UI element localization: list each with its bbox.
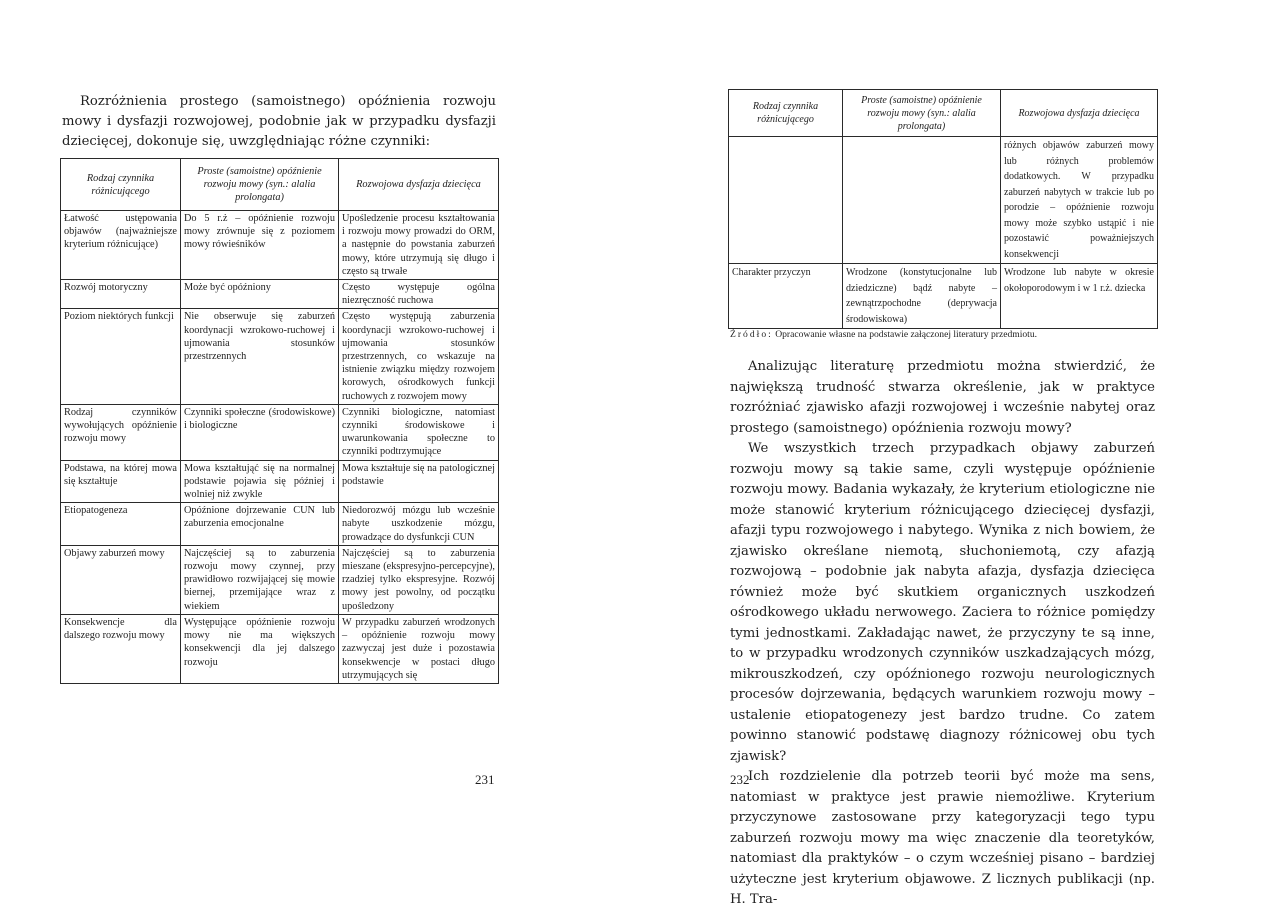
table-row (61, 404, 499, 460)
table-row (61, 309, 499, 404)
table-cell: Do 5 r.ż – opóźnienie rozwoju mowy zrównuje się z poziomem mowy rówieśników (181, 211, 339, 280)
right-page (660, 0, 1263, 907)
table-cell (729, 137, 843, 264)
page-number: 231 (475, 772, 495, 787)
table-cell: Opóźnione dojrzewanie CUN lub zaburzenia emocjonalne (181, 503, 339, 546)
table-cell: Czynniki biologiczne, natomiast czynniki środowiskowe i uwarunkowania społeczne to czynniki podtrzymujące (339, 404, 499, 460)
table-cell: Występujące opóźnienie rozwoju mowy nie ma większych konsekwencji dla jej dalszego rozwoju (181, 614, 339, 683)
comparison-table-continued (728, 89, 1158, 329)
table-header-factor: Rodzaj czynnika różnicującego (729, 90, 843, 137)
intro-paragraph: Rozróżnienia prostego (samoistnego) opóźnienia rozwoju mowy i dysfazji rozwojowej, podobnie jak w przypadku dysfazji dziecięcej, dokonuje się, uwzględniając różne czynniki: (62, 94, 496, 149)
table-cell: Najczęściej są to zaburzenia rozwoju mowy czynnej, przy prawidłowo rozwijającej się mowie biernej, przemijające wraz z wiekiem (181, 545, 339, 614)
table-cell: W przypadku zaburzeń wrodzonych – opóźnienie rozwoju mowy zazwyczaj jest duże i pozostawia konsekwencje w postaci długo utrzymujących się (339, 614, 499, 683)
table-cell: Łatwość ustępowania objawów (najważniejsze kryterium różnicujące) (61, 211, 181, 280)
table-header-dysphasia: Rozwojowa dysfazja dziecięca (1001, 90, 1158, 137)
table-header-simple-delay: Proste (samoistne) opóźnienie rozwoju mowy (syn.: alalia prolongata) (843, 90, 1001, 137)
table-cell: Nie obserwuje się zaburzeń koordynacji wzrokowo-ruchowej i ujmowania stosunków przestrzennych (181, 309, 339, 404)
paragraph: We wszystkich trzech przypadkach objawy zaburzeń rozwoju mowy są takie same, czyli występuje opóźnienie rozwoju mowy. Badania wykazały, że kryterium etiologiczne nie może stanowić kryterium różnicującego dziecięcej dysfazji, afazji typu rozwojowego i nabytego. Wynika z nich bowiem, że zjawisko określane niemotą, słuchoniemotą, czy afazją rozwojową – podobnie jak nabyta afazja, dysfazja dziecięca również może być skutkiem organicznych uszkodzeń ośrodkowego układu nerwowego. Zaciera to różnice pomiędzy tymi jednostkami. Zakładając nawet, że przyczyny te są inne, to w przypadku wrodzonych czynników uszkadzających mózg, mikrouszkodzeń, czy opóźnionego rozwoju neurologicznych procesów dojrzewania, będących warunkiem rozwoju mowy – ustalenie etiopatogenezy jest bardzo trudne. Co zatem powinno stanowić podstawę diagnozy różnicowej obu tych zjawisk? (730, 441, 1155, 764)
table-row (61, 614, 499, 683)
page-number: 232 (730, 772, 750, 787)
left-page (0, 0, 560, 893)
table-cell: Najczęściej są to zaburzenia mieszane (ekspresyjno-percepcyjne), rzadziej tylko ekspresyjne. Rozwój mowy jest powolny, od początku upośledzony (339, 545, 499, 614)
table-cell: Poziom niektórych funkcji (61, 309, 181, 404)
table-cell: Mowa kształtuje się na patologicznej podstawie (339, 460, 499, 503)
table-cell: Rozwój motoryczny (61, 280, 181, 309)
table-cell: Wrodzone lub nabyte w okresie okołoporodowym i w 1 r.ż. dziecka (1001, 264, 1158, 329)
table-cell: Często występują zaburzenia koordynacji wzrokowo-ruchowej i ujmowania stosunków przestrzennych, co wskazuje na istnienie związku między rozwojem korowych, ośrodkowych funkcji ruchowych z rozwojem mowy (339, 309, 499, 404)
comparison-table (60, 158, 499, 684)
table-cell: Objawy zaburzeń mowy (61, 545, 181, 614)
paragraph: Analizując literaturę przedmiotu można stwierdzić, że największą trudność stwarza określenie, jak w praktyce rozróżniać zjawisko afazji rozwojowej i wcześnie nabytej oraz prostego (samoistnego) opóźnienia rozwoju mowy? (730, 359, 1155, 436)
paragraph: Ich rozdzielenie dla potrzeb teorii być może ma sens, natomiast w praktyce jest prawie niemożliwe. Kryterium przyczynowe zastosowane przy kategoryzacji tego typu zaburzeń rozwoju mowy ma więc znaczenie dla teoretyków, natomiast dla praktyków – o czym wcześniej pisano – bardziej użyteczne jest kryterium objawowe. Z licznych publikacji (np. H. Tra- (730, 769, 1155, 907)
table-cell: Upośledzenie procesu kształtowania i rozwoju mowy prowadzi do ORM, a następnie do powstania zaburzeń mowy, które utrzymują się długo i często są trwałe (339, 211, 499, 280)
table-row (61, 280, 499, 309)
table-cell: Może być opóźniony (181, 280, 339, 309)
table-header-simple-delay: Proste (samoistne) opóźnienie rozwoju mowy (syn.: alalia prolongata) (181, 159, 339, 211)
table-source-note (730, 328, 1170, 341)
table-row (61, 460, 499, 503)
table-row (61, 211, 499, 280)
table-row (61, 503, 499, 546)
source-text: Opracowanie własne na podstawie załączonej literatury przedmiotu. (775, 329, 1038, 340)
table-header-factor: Rodzaj czynnika różnicującego (61, 159, 181, 211)
table-header-dysphasia: Rozwojowa dysfazja dziecięca (339, 159, 499, 211)
table-cell: Charakter przyczyn (729, 264, 843, 329)
table-cell: Niedorozwój mózgu lub wcześnie nabyte uszkodzenie mózgu, prowadzące do dysfunkcji CUN (339, 503, 499, 546)
table-cell: Podstawa, na której mowa się kształtuje (61, 460, 181, 503)
table-cell: Wrodzone (konstytucjonalne lub dziedziczne) bądź nabyte – zewnątrzpochodne (deprywacja środowiskowa) (843, 264, 1001, 329)
table-cell: Czynniki społeczne (środowiskowe) i biologiczne (181, 404, 339, 460)
table-row (729, 264, 1158, 329)
table-row (61, 545, 499, 614)
table-cell: Konsekwencje dla dalszego rozwoju mowy (61, 614, 181, 683)
table-cell: różnych objawów zaburzeń mowy lub różnych problemów dodatkowych. W przypadku zaburzeń nabytych w trakcie lub po porodzie – opóźnienie rozwoju mowy może szybko ustąpić i nie pozostawić poważniejszych konsekwencji (1001, 137, 1158, 264)
table-cell: Często występuje ogólna niezręczność ruchowa (339, 280, 499, 309)
body-text (730, 357, 1155, 911)
table-cell: Rodzaj czynników wywołujących opóźnienie rozwoju mowy (61, 404, 181, 460)
table-cell: Mowa kształtująć się na normalnej podstawie pojawia się później i wolniej niż zwykle (181, 460, 339, 503)
source-label: Źródło: (730, 329, 773, 340)
table-cell: Etiopatogeneza (61, 503, 181, 546)
table-row (729, 137, 1158, 264)
table-cell (843, 137, 1001, 264)
